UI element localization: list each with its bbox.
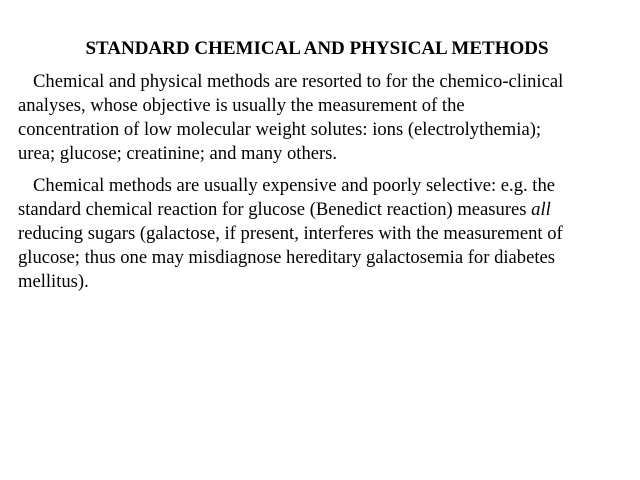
paragraph-2-line-5: mellitus). <box>18 271 89 292</box>
paragraph-2-line-3: reducing sugars (galactose, if present, interferes with the measurement of <box>18 223 563 244</box>
paragraph-2 <box>18 174 626 294</box>
paragraph-1-line-2: analyses, whose objective is usually the measurement of the <box>18 95 465 116</box>
paragraph-2-line-2-text: standard chemical reaction for glucose (Benedict reaction) measures <box>18 199 532 220</box>
emphasis-all: all <box>531 199 551 220</box>
paragraph-1-line-3: concentration of low molecular weight solutes: ions (electrolythemia); <box>18 119 542 140</box>
paragraph-2-line-1: Chemical methods are usually expensive and poorly selective: e.g. the <box>33 175 556 196</box>
paragraph-1 <box>18 70 626 166</box>
paragraph-2-line-2 <box>18 198 626 222</box>
paragraph-1-line-4: urea; glucose; creatinine; and many others. <box>18 143 338 164</box>
page-title: STANDARD CHEMICAL AND PHYSICAL METHODS <box>85 38 549 59</box>
paragraph-1-line-1: Chemical and physical methods are resorted to for the chemico-clinical <box>33 71 564 92</box>
paragraph-2-line-4: glucose; thus one may misdiagnose hereditary galactosemia for diabetes <box>18 247 555 268</box>
